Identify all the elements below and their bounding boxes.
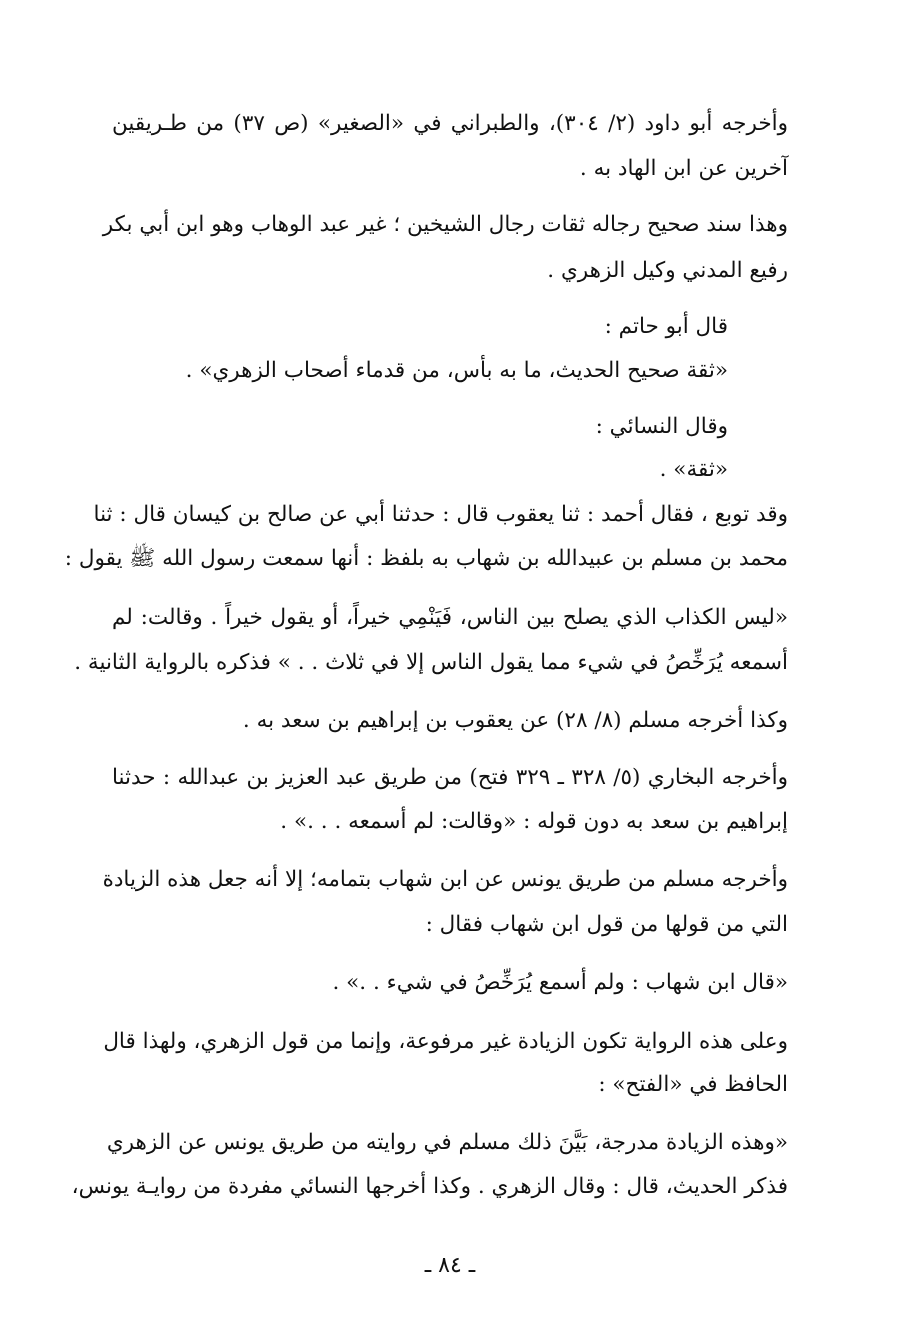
text-line: آخرين عن ابن الهاد به .: [579, 156, 788, 181]
text-line: فذكر الحديث، قال : وقال الزهري . وكذا أخرجها النسائي مفردة من روايـة يونس،: [71, 1174, 788, 1199]
text-line: وأخرجه البخاري (٥/ ٣٢٨ ـ ٣٢٩ فتح) من طريق عبد العزيز بن عبدالله : حدثنا: [112, 765, 789, 790]
text-line: «ثقة» .: [659, 457, 728, 482]
text-line: «وهذه الزيادة مدرجة، بَيَّنَ ذلك مسلم في روايته من طريق يونس عن الزهري: [106, 1130, 788, 1155]
text-line: وقد توبع ، فقال أحمد : ثنا يعقوب قال : حدثنا أبي عن صالح بن كيسان قال : ثنا: [93, 502, 788, 527]
text-line: رفيع المدني وكيل الزهري .: [547, 258, 788, 283]
text-line: وأخرجه أبو داود (٢/ ٣٠٤)، والطبراني في «الصغير» (ص ٣٧) من طـريقين: [112, 111, 788, 136]
text-line: وقال النسائي :: [595, 414, 728, 439]
text-line: «ليس الكذاب الذي يصلح بين الناس، فَيَنْمِي خيراً، أو يقول خيراً . وقالت: لم: [112, 605, 788, 630]
text-line: إبراهيم بن سعد به دون قوله : «وقالت: لم أسمعه . . .» .: [280, 809, 788, 834]
text-line: الحافظ في «الفتح» :: [598, 1072, 788, 1097]
text-line: وهذا سند صحيح رجاله ثقات رجال الشيخين ؛ غير عبد الوهاب وهو ابن أبي بكر: [102, 212, 788, 237]
text-line: محمد بن مسلم بن عبيدالله بن شهاب به بلفظ : أنها سمعت رسول الله ﷺ يقول :: [64, 546, 788, 571]
text-line: وكذا أخرجه مسلم (٨/ ٢٨) عن يعقوب بن إبراهيم بن سعد به .: [242, 708, 788, 733]
text-line: «قال ابن شهاب : ولم أسمع يُرَخِّصُ في شيء . .» .: [332, 970, 788, 995]
text-line: قال أبو حاتم :: [604, 314, 728, 339]
text-line: «ثقة صحيح الحديث، ما به بأس، من قدماء أصحاب الزهري» .: [185, 358, 728, 383]
text-line: وأخرجه مسلم من طريق يونس عن ابن شهاب بتمامه؛ إلا أنه جعل هذه الزيادة: [102, 867, 788, 892]
page-number: ـ ٨٤ ـ: [424, 1253, 476, 1278]
text-line: التي من قولها من قول ابن شهاب فقال :: [425, 912, 788, 937]
text-line: أسمعه يُرَخِّصُ في شيء مما يقول الناس إلا في ثلاث . . » فذكره بالرواية الثانية .: [74, 650, 788, 675]
text-line: وعلى هذه الرواية تكون الزيادة غير مرفوعة، وإنما من قول الزهري، ولهذا قال: [103, 1029, 788, 1054]
